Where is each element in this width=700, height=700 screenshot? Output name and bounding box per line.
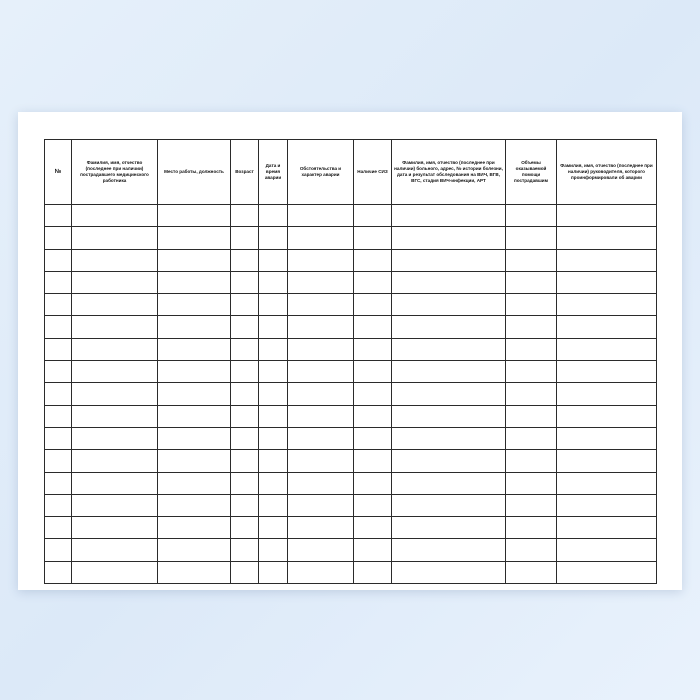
table-cell-workplace[interactable]	[158, 316, 231, 338]
table-cell-num[interactable]	[45, 249, 72, 271]
table-cell-aid[interactable]	[506, 361, 557, 383]
table-cell-worker[interactable]	[72, 494, 158, 516]
table-cell-manager[interactable]	[557, 427, 657, 449]
table-cell-circumstances[interactable]	[288, 450, 354, 472]
table-cell-age[interactable]	[231, 450, 259, 472]
table-cell-age[interactable]	[231, 205, 259, 227]
table-cell-ppe[interactable]	[354, 316, 392, 338]
column-header-age: Возраст	[231, 140, 259, 205]
table-row[interactable]	[45, 271, 657, 293]
table-cell-num[interactable]	[45, 383, 72, 405]
table-cell-ppe[interactable]	[354, 517, 392, 539]
table-cell-patient[interactable]	[392, 450, 506, 472]
table-cell-circumstances[interactable]	[288, 271, 354, 293]
table-cell-ppe[interactable]	[354, 338, 392, 360]
table-cell-datetime[interactable]	[259, 294, 288, 316]
table-cell-worker[interactable]	[72, 294, 158, 316]
table-cell-datetime[interactable]	[259, 450, 288, 472]
table-cell-num[interactable]	[45, 472, 72, 494]
table-cell-patient[interactable]	[392, 472, 506, 494]
table-body	[45, 205, 657, 584]
table-cell-ppe[interactable]	[354, 472, 392, 494]
table-cell-aid[interactable]	[506, 517, 557, 539]
table-cell-circumstances[interactable]	[288, 316, 354, 338]
table-cell-datetime[interactable]	[259, 338, 288, 360]
table-row[interactable]	[45, 361, 657, 383]
column-header-aid: Объемы оказываемой помощи пострадавшим	[506, 140, 557, 205]
table-cell-patient[interactable]	[392, 427, 506, 449]
table-cell-datetime[interactable]	[259, 427, 288, 449]
table-cell-datetime[interactable]	[259, 383, 288, 405]
table-cell-aid[interactable]	[506, 561, 557, 583]
table-cell-circumstances[interactable]	[288, 494, 354, 516]
table-cell-manager[interactable]	[557, 494, 657, 516]
paper-sheet	[18, 112, 682, 590]
table-cell-circumstances[interactable]	[288, 249, 354, 271]
table-cell-datetime[interactable]	[259, 472, 288, 494]
table-cell-num[interactable]	[45, 271, 72, 293]
journal-table-container	[44, 139, 656, 584]
table-row[interactable]	[45, 227, 657, 249]
table-cell-patient[interactable]	[392, 517, 506, 539]
table-cell-ppe[interactable]	[354, 427, 392, 449]
table-cell-age[interactable]	[231, 271, 259, 293]
table-cell-worker[interactable]	[72, 539, 158, 561]
table-cell-ppe[interactable]	[354, 361, 392, 383]
table-row[interactable]	[45, 427, 657, 449]
table-cell-manager[interactable]	[557, 539, 657, 561]
column-header-datetime: Дата и время аварии	[259, 140, 288, 205]
table-cell-ppe[interactable]	[354, 271, 392, 293]
table-cell-aid[interactable]	[506, 450, 557, 472]
table-cell-worker[interactable]	[72, 517, 158, 539]
table-cell-age[interactable]	[231, 316, 259, 338]
table-cell-patient[interactable]	[392, 227, 506, 249]
table-cell-age[interactable]	[231, 227, 259, 249]
table-cell-num[interactable]	[45, 227, 72, 249]
table-cell-circumstances[interactable]	[288, 383, 354, 405]
table-cell-patient[interactable]	[392, 294, 506, 316]
table-cell-patient[interactable]	[392, 249, 506, 271]
table-cell-num[interactable]	[45, 494, 72, 516]
table-header-row	[45, 140, 657, 205]
table-row[interactable]	[45, 316, 657, 338]
table-row[interactable]	[45, 405, 657, 427]
table-cell-patient[interactable]	[392, 383, 506, 405]
table-cell-manager[interactable]	[557, 405, 657, 427]
table-cell-ppe[interactable]	[354, 294, 392, 316]
table-cell-workplace[interactable]	[158, 472, 231, 494]
table-cell-datetime[interactable]	[259, 361, 288, 383]
table-cell-worker[interactable]	[72, 427, 158, 449]
table-cell-circumstances[interactable]	[288, 472, 354, 494]
table-cell-datetime[interactable]	[259, 227, 288, 249]
table-cell-patient[interactable]	[392, 539, 506, 561]
table-cell-datetime[interactable]	[259, 561, 288, 583]
table-cell-aid[interactable]	[506, 294, 557, 316]
table-cell-ppe[interactable]	[354, 227, 392, 249]
table-cell-ppe[interactable]	[354, 405, 392, 427]
table-cell-circumstances[interactable]	[288, 338, 354, 360]
table-cell-aid[interactable]	[506, 405, 557, 427]
table-cell-ppe[interactable]	[354, 539, 392, 561]
table-cell-patient[interactable]	[392, 561, 506, 583]
table-cell-workplace[interactable]	[158, 227, 231, 249]
table-cell-num[interactable]	[45, 205, 72, 227]
table-row[interactable]	[45, 450, 657, 472]
table-row[interactable]	[45, 494, 657, 516]
table-cell-num[interactable]	[45, 539, 72, 561]
table-cell-patient[interactable]	[392, 338, 506, 360]
table-row[interactable]	[45, 472, 657, 494]
table-cell-num[interactable]	[45, 294, 72, 316]
table-cell-manager[interactable]	[557, 271, 657, 293]
table-cell-num[interactable]	[45, 361, 72, 383]
table-cell-datetime[interactable]	[259, 539, 288, 561]
table-cell-worker[interactable]	[72, 316, 158, 338]
column-header-circumstances: Обстоятельства и характер аварии	[288, 140, 354, 205]
table-cell-datetime[interactable]	[259, 494, 288, 516]
table-cell-age[interactable]	[231, 294, 259, 316]
table-cell-patient[interactable]	[392, 361, 506, 383]
table-cell-age[interactable]	[231, 494, 259, 516]
table-cell-ppe[interactable]	[354, 383, 392, 405]
table-cell-circumstances[interactable]	[288, 427, 354, 449]
table-cell-manager[interactable]	[557, 472, 657, 494]
table-cell-workplace[interactable]	[158, 561, 231, 583]
table-row[interactable]	[45, 383, 657, 405]
table-cell-manager[interactable]	[557, 294, 657, 316]
table-cell-circumstances[interactable]	[288, 294, 354, 316]
table-cell-datetime[interactable]	[259, 405, 288, 427]
table-cell-datetime[interactable]	[259, 249, 288, 271]
journal-table	[44, 139, 657, 584]
table-cell-age[interactable]	[231, 561, 259, 583]
table-cell-age[interactable]	[231, 517, 259, 539]
table-cell-manager[interactable]	[557, 517, 657, 539]
table-cell-workplace[interactable]	[158, 271, 231, 293]
table-cell-patient[interactable]	[392, 271, 506, 293]
table-cell-manager[interactable]	[557, 361, 657, 383]
table-cell-aid[interactable]	[506, 427, 557, 449]
table-cell-datetime[interactable]	[259, 517, 288, 539]
table-cell-aid[interactable]	[506, 383, 557, 405]
table-cell-worker[interactable]	[72, 405, 158, 427]
table-cell-manager[interactable]	[557, 383, 657, 405]
table-cell-num[interactable]	[45, 450, 72, 472]
table-cell-num[interactable]	[45, 316, 72, 338]
table-cell-aid[interactable]	[506, 539, 557, 561]
table-cell-worker[interactable]	[72, 205, 158, 227]
table-cell-age[interactable]	[231, 361, 259, 383]
table-cell-workplace[interactable]	[158, 450, 231, 472]
table-cell-ppe[interactable]	[354, 249, 392, 271]
table-cell-manager[interactable]	[557, 249, 657, 271]
table-row[interactable]	[45, 517, 657, 539]
table-cell-worker[interactable]	[72, 249, 158, 271]
table-cell-workplace[interactable]	[158, 517, 231, 539]
table-cell-aid[interactable]	[506, 472, 557, 494]
table-cell-manager[interactable]	[557, 338, 657, 360]
table-row[interactable]	[45, 249, 657, 271]
table-cell-circumstances[interactable]	[288, 205, 354, 227]
table-cell-age[interactable]	[231, 472, 259, 494]
table-cell-manager[interactable]	[557, 450, 657, 472]
table-cell-circumstances[interactable]	[288, 405, 354, 427]
table-cell-workplace[interactable]	[158, 539, 231, 561]
table-cell-workplace[interactable]	[158, 494, 231, 516]
column-header-worker: Фамилия, имя, отчество (последнее при наличии) пострадавшего медицинского работника	[72, 140, 158, 205]
table-cell-ppe[interactable]	[354, 450, 392, 472]
table-cell-datetime[interactable]	[259, 205, 288, 227]
table-cell-age[interactable]	[231, 249, 259, 271]
table-cell-workplace[interactable]	[158, 338, 231, 360]
table-cell-aid[interactable]	[506, 271, 557, 293]
table-cell-manager[interactable]	[557, 205, 657, 227]
table-cell-workplace[interactable]	[158, 205, 231, 227]
table-cell-datetime[interactable]	[259, 271, 288, 293]
table-cell-aid[interactable]	[506, 338, 557, 360]
table-cell-circumstances[interactable]	[288, 539, 354, 561]
table-cell-circumstances[interactable]	[288, 361, 354, 383]
table-cell-workplace[interactable]	[158, 383, 231, 405]
table-cell-worker[interactable]	[72, 383, 158, 405]
table-cell-worker[interactable]	[72, 271, 158, 293]
table-cell-worker[interactable]	[72, 227, 158, 249]
table-cell-patient[interactable]	[392, 205, 506, 227]
table-cell-patient[interactable]	[392, 494, 506, 516]
column-header-workplace: Место работы, должность	[158, 140, 231, 205]
table-cell-workplace[interactable]	[158, 361, 231, 383]
table-cell-aid[interactable]	[506, 227, 557, 249]
table-cell-workplace[interactable]	[158, 249, 231, 271]
table-cell-workplace[interactable]	[158, 294, 231, 316]
table-cell-circumstances[interactable]	[288, 227, 354, 249]
table-cell-num[interactable]	[45, 561, 72, 583]
table-header	[45, 140, 657, 205]
table-cell-aid[interactable]	[506, 249, 557, 271]
table-cell-age[interactable]	[231, 405, 259, 427]
table-cell-ppe[interactable]	[354, 205, 392, 227]
table-cell-manager[interactable]	[557, 227, 657, 249]
table-cell-workplace[interactable]	[158, 427, 231, 449]
table-cell-num[interactable]	[45, 427, 72, 449]
table-cell-worker[interactable]	[72, 361, 158, 383]
table-cell-patient[interactable]	[392, 405, 506, 427]
table-cell-worker[interactable]	[72, 561, 158, 583]
column-header-manager: Фамилия, имя, отчество (последнее при наличии) руководителя, которого проинформировали об аварии	[557, 140, 657, 205]
table-cell-circumstances[interactable]	[288, 517, 354, 539]
table-cell-age[interactable]	[231, 427, 259, 449]
table-cell-manager[interactable]	[557, 561, 657, 583]
table-cell-worker[interactable]	[72, 450, 158, 472]
table-cell-ppe[interactable]	[354, 561, 392, 583]
table-cell-worker[interactable]	[72, 472, 158, 494]
table-row[interactable]	[45, 338, 657, 360]
table-cell-ppe[interactable]	[354, 494, 392, 516]
table-row[interactable]	[45, 539, 657, 561]
table-cell-age[interactable]	[231, 383, 259, 405]
table-cell-num[interactable]	[45, 338, 72, 360]
table-row[interactable]	[45, 205, 657, 227]
table-row[interactable]	[45, 561, 657, 583]
table-cell-age[interactable]	[231, 539, 259, 561]
table-cell-circumstances[interactable]	[288, 561, 354, 583]
column-header-ppe: Наличие СИЗ	[354, 140, 392, 205]
table-cell-age[interactable]	[231, 338, 259, 360]
column-header-num: №	[45, 140, 72, 205]
table-cell-patient[interactable]	[392, 316, 506, 338]
table-cell-aid[interactable]	[506, 316, 557, 338]
table-cell-worker[interactable]	[72, 338, 158, 360]
table-cell-manager[interactable]	[557, 316, 657, 338]
table-cell-datetime[interactable]	[259, 316, 288, 338]
table-cell-workplace[interactable]	[158, 405, 231, 427]
table-cell-num[interactable]	[45, 405, 72, 427]
table-row[interactable]	[45, 294, 657, 316]
table-cell-aid[interactable]	[506, 205, 557, 227]
column-header-patient: Фамилия, имя, отчество (последнее при наличии) больного, адрес, № истории болезни, дата и результат обследования на ВИЧ, ВГВ, ВГС, стадия ВИЧ-инфекции, АРТ	[392, 140, 506, 205]
table-cell-aid[interactable]	[506, 494, 557, 516]
table-cell-num[interactable]	[45, 517, 72, 539]
